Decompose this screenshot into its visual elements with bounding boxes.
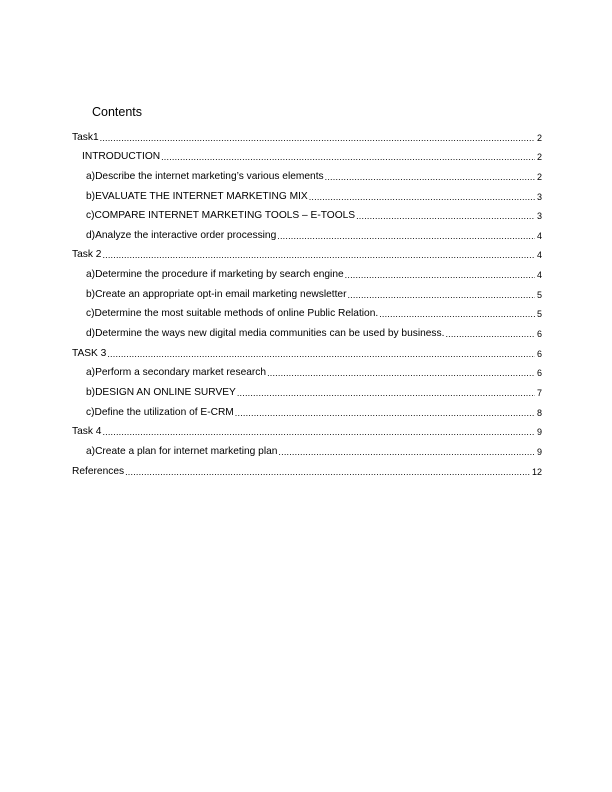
dot-leader <box>379 308 535 320</box>
toc-entry[interactable] <box>72 379 542 399</box>
toc-entry[interactable] <box>72 419 542 439</box>
dot-leader <box>347 289 535 301</box>
toc-entry-letter: b) <box>86 190 96 202</box>
toc-entry-page-number: 4 <box>536 250 542 261</box>
dot-leader <box>309 191 535 203</box>
toc-entry-label: Create an appropriate opt-in email marketing newsletter <box>95 288 347 300</box>
toc-entry-page-number: 3 <box>536 211 542 222</box>
toc-entry-page-number: 5 <box>536 289 542 300</box>
dot-leader <box>161 151 535 163</box>
toc-entry-letter: c) <box>86 406 95 418</box>
toc-entry[interactable] <box>72 340 542 360</box>
dot-leader <box>345 269 535 281</box>
toc-entry-page-number: 2 <box>536 152 542 163</box>
toc-entry-page-number: 8 <box>536 407 542 418</box>
toc-entry[interactable] <box>72 458 542 478</box>
toc-entry-label: Define the utilization of E-CRM <box>94 406 234 418</box>
toc-entry-label: Task1 <box>72 131 99 143</box>
toc-entry-label: EVALUATE THE INTERNET MARKETING MIX <box>95 190 308 202</box>
toc-entry-letter: c) <box>86 308 95 320</box>
dot-leader <box>277 230 535 242</box>
toc-entry-label: Task 2 <box>72 249 102 261</box>
toc-entry-label: Determine the ways new digital media communities can be used by business. <box>95 328 445 340</box>
toc-entry-letter: a) <box>86 367 96 379</box>
dot-leader <box>325 171 535 183</box>
toc-entry[interactable] <box>72 261 542 281</box>
dot-leader <box>102 249 535 261</box>
toc-entry-label: COMPARE INTERNET MARKETING TOOLS – E-TOOLS <box>94 210 356 222</box>
toc-entry-label: References <box>72 465 125 477</box>
dot-leader <box>278 446 535 458</box>
table-of-contents <box>72 124 542 478</box>
toc-entry-letter: b) <box>86 386 96 398</box>
toc-entry-letter: a) <box>86 170 96 182</box>
dot-leader <box>125 466 530 478</box>
toc-entry[interactable] <box>72 144 542 164</box>
dot-leader <box>356 210 535 222</box>
toc-entry-label: INTRODUCTION <box>82 151 161 163</box>
dot-leader <box>267 367 535 379</box>
toc-entry-label: Create a plan for internet marketing plan <box>95 445 278 457</box>
toc-entry-letter: d) <box>86 229 96 241</box>
dot-leader <box>237 387 535 399</box>
toc-entry-label: Determine the most suitable methods of online Public Relation. <box>94 308 379 320</box>
dot-leader <box>102 426 535 438</box>
toc-entry[interactable] <box>72 163 542 183</box>
toc-entry-page-number: 5 <box>536 309 542 320</box>
toc-entry-page-number: 9 <box>536 427 542 438</box>
toc-entry[interactable] <box>72 124 542 144</box>
toc-entry-page-number: 4 <box>536 230 542 241</box>
toc-entry-page-number: 12 <box>531 466 542 477</box>
toc-entry[interactable] <box>72 360 542 380</box>
toc-entry[interactable] <box>72 203 542 223</box>
toc-entry-page-number: 2 <box>536 132 542 143</box>
toc-entry-page-number: 9 <box>536 446 542 457</box>
toc-entry-label: Describe the internet marketing’s various elements <box>95 170 324 182</box>
toc-entry-label: Determine the procedure if marketing by search engine <box>95 269 344 281</box>
dot-leader <box>100 132 535 144</box>
toc-entry-label: Task 4 <box>72 426 102 438</box>
toc-entry-label: Perform a secondary market research <box>95 367 267 379</box>
toc-entry[interactable] <box>72 399 542 419</box>
toc-entry-page-number: 6 <box>536 368 542 379</box>
toc-entry-label: Analyze the interactive order processing <box>95 229 277 241</box>
toc-entry-letter: a) <box>86 269 96 281</box>
toc-entry-label: TASK 3 <box>72 347 107 359</box>
dot-leader <box>445 328 535 340</box>
toc-entry[interactable] <box>72 301 542 321</box>
toc-entry-letter: d) <box>86 328 96 340</box>
dot-leader <box>235 407 535 419</box>
toc-entry[interactable] <box>72 242 542 262</box>
toc-entry-page-number: 7 <box>536 387 542 398</box>
toc-entry-page-number: 4 <box>536 270 542 281</box>
toc-entry-page-number: 6 <box>536 329 542 340</box>
toc-entry-label: DESIGN AN ONLINE SURVEY <box>95 386 236 398</box>
toc-entry[interactable] <box>72 281 542 301</box>
toc-entry[interactable] <box>72 222 542 242</box>
dot-leader <box>107 348 535 360</box>
toc-heading: Contents <box>92 105 143 119</box>
toc-entry-letter: a) <box>86 445 96 457</box>
toc-entry[interactable] <box>72 438 542 458</box>
toc-entry[interactable] <box>72 320 542 340</box>
toc-entry[interactable] <box>72 183 542 203</box>
toc-entry-page-number: 3 <box>536 191 542 202</box>
toc-entry-page-number: 6 <box>536 348 542 359</box>
toc-entry-letter: c) <box>86 210 95 222</box>
toc-entry-letter: b) <box>86 288 96 300</box>
toc-entry-page-number: 2 <box>536 171 542 182</box>
